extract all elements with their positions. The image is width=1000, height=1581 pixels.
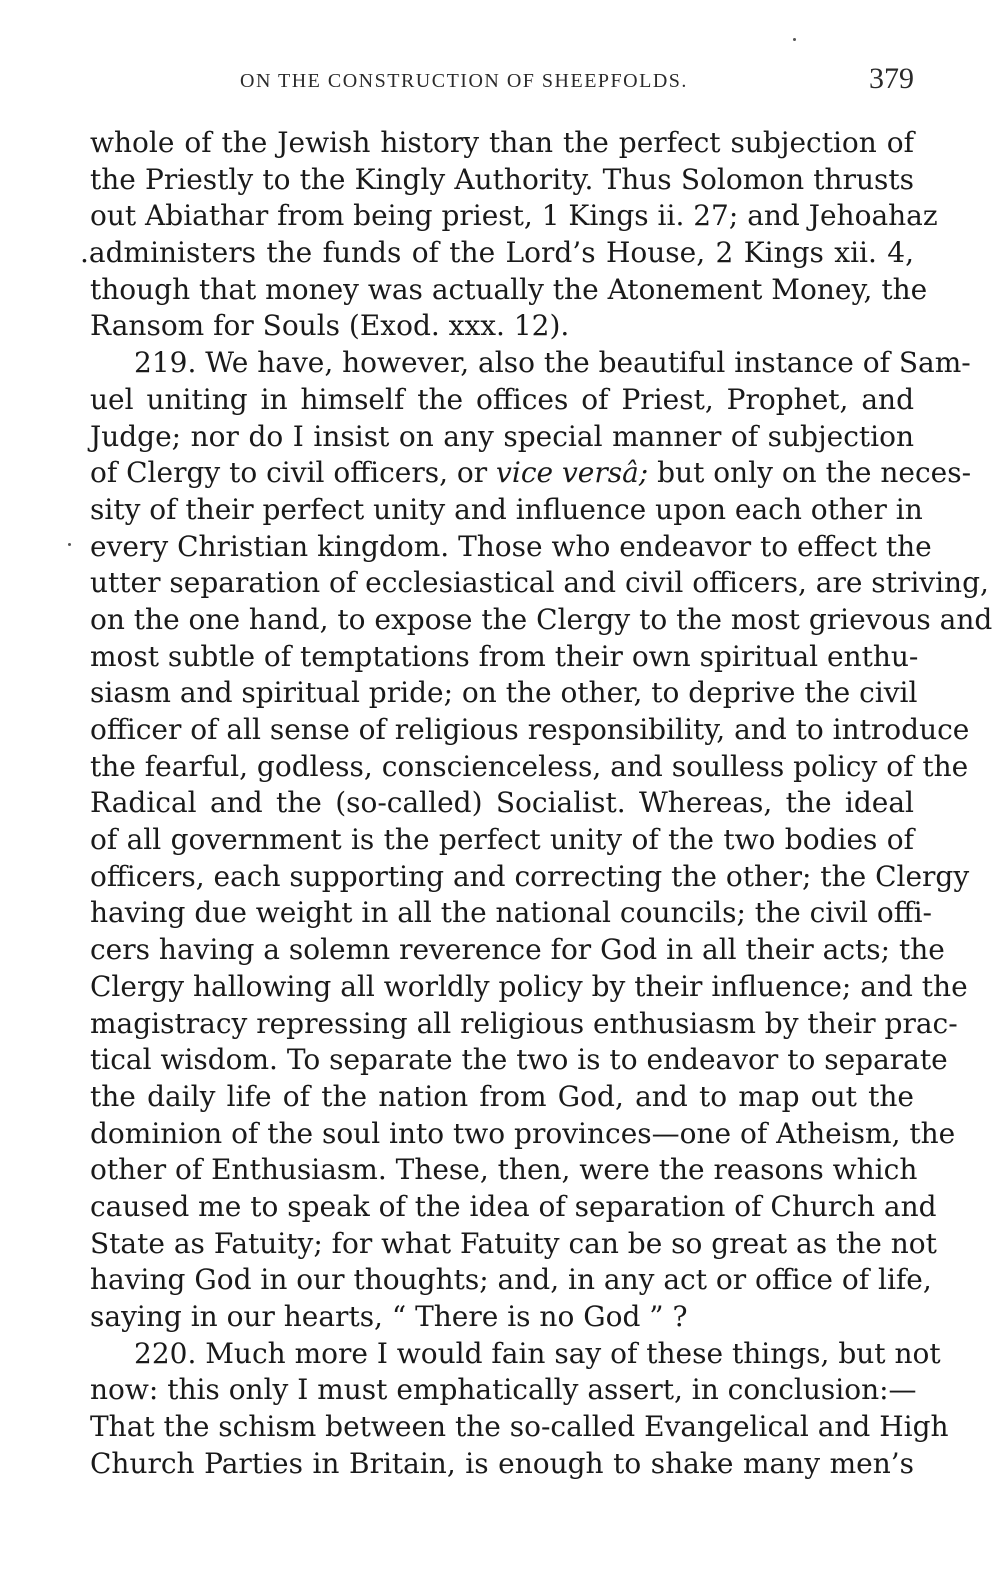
text-line: utter separation of ecclesiastical and civil officers, are striving, bbox=[90, 566, 989, 600]
text-line: magistracy repressing all religious enthusiasm by their prac- bbox=[90, 1006, 958, 1040]
text-line: State as Fatuity; for what Fatuity can be so great as the not bbox=[90, 1226, 937, 1260]
page-header bbox=[90, 62, 914, 102]
text-line: .administers the funds of the Lord’s House, 2 Kings xii. 4, bbox=[80, 236, 914, 270]
text-line: tical wisdom. To separate the two is to endeavor to separate bbox=[90, 1043, 948, 1077]
paragraph-220-start: 220. Much more I would fain say of these things, but not bbox=[134, 1336, 941, 1370]
text-line: caused me to speak of the idea of separation of Church and bbox=[90, 1189, 937, 1223]
text-segment: but only on the neces- bbox=[648, 456, 972, 490]
text-line: having due weight in all the national councils; the civil offi- bbox=[90, 896, 932, 930]
text-line: having God in our thoughts; and, in any act or office of life, bbox=[90, 1263, 932, 1297]
text-line: Clergy hallowing all worldly policy by their influence; and the bbox=[90, 969, 968, 1003]
text-line: every Christian kingdom. Those who endeavor to effect the bbox=[90, 529, 932, 563]
text-line: That the schism between the so-called Evangelical and High bbox=[90, 1410, 949, 1444]
text-line: Judge; nor do I insist on any special manner of subjection bbox=[90, 419, 914, 453]
body-text bbox=[80, 125, 993, 1482]
italic-phrase: vice versâ; bbox=[496, 456, 649, 490]
text-line: the fearful, godless, conscienceless, and soulless policy of the bbox=[90, 749, 969, 783]
text-line: now: this only I must emphatically assert, in conclusion:— bbox=[90, 1373, 917, 1407]
text-segment: of Clergy to civil officers, or bbox=[90, 456, 488, 490]
text-line-with-italic bbox=[90, 455, 972, 492]
text-line: other of Enthusiasm. These, then, were the reasons which bbox=[90, 1153, 918, 1187]
text-line: officer of all sense of religious responsibility, and to introduce bbox=[90, 713, 970, 746]
text-line: of all government is the perfect unity of the two bodies of bbox=[90, 823, 914, 857]
text-line: Church Parties in Britain, is enough to shake many men’s bbox=[90, 1446, 914, 1480]
text-line: though that money was actually the Atonement Money, the bbox=[90, 272, 928, 306]
text-line: officers, each supporting and correcting the other; the Clergy bbox=[90, 859, 970, 893]
text-line: sity of their perfect unity and influence upon each other in bbox=[90, 492, 923, 526]
text-line: cers having a solemn reverence for God in all their acts; the bbox=[90, 933, 945, 967]
text-line: Radical and the (so-called) Socialist. Whereas, the ideal bbox=[90, 786, 914, 820]
text-line: Ransom for Souls (Exod. xxx. 12). bbox=[90, 309, 570, 343]
text-line: most subtle of temptations from their own spiritual enthu- bbox=[90, 639, 919, 673]
print-speck bbox=[68, 543, 71, 546]
text-line: uel uniting in himself the offices of Priest, Prophet, and bbox=[90, 382, 914, 416]
paragraph-219-start: 219. We have, however, also the beautiful instance of Sam- bbox=[134, 346, 971, 380]
text-line: siasm and spiritual pride; on the other, to deprive the civil bbox=[90, 676, 918, 710]
text-line: the daily life of the nation from God, and to map out the bbox=[90, 1079, 914, 1113]
print-speck bbox=[793, 38, 796, 41]
text-line: dominion of the soul into two provinces—one of Atheism, the bbox=[90, 1116, 956, 1150]
text-line: the Priestly to the Kingly Authority. Thus Solomon thrusts bbox=[90, 162, 914, 196]
running-head: ON THE CONSTRUCTION OF SHEEPFOLDS. bbox=[240, 70, 688, 92]
text-line: saying in our hearts, “ There is no God ” ? bbox=[90, 1300, 688, 1333]
text-line: on the one hand, to expose the Clergy to the most grievous and bbox=[90, 602, 993, 636]
page-number: 379 bbox=[869, 62, 914, 95]
text-line: whole of the Jewish history than the perfect subjection of bbox=[90, 126, 914, 159]
text-line: out Abiathar from being priest, 1 Kings ii. 27; and Jehoahaz bbox=[90, 199, 938, 233]
